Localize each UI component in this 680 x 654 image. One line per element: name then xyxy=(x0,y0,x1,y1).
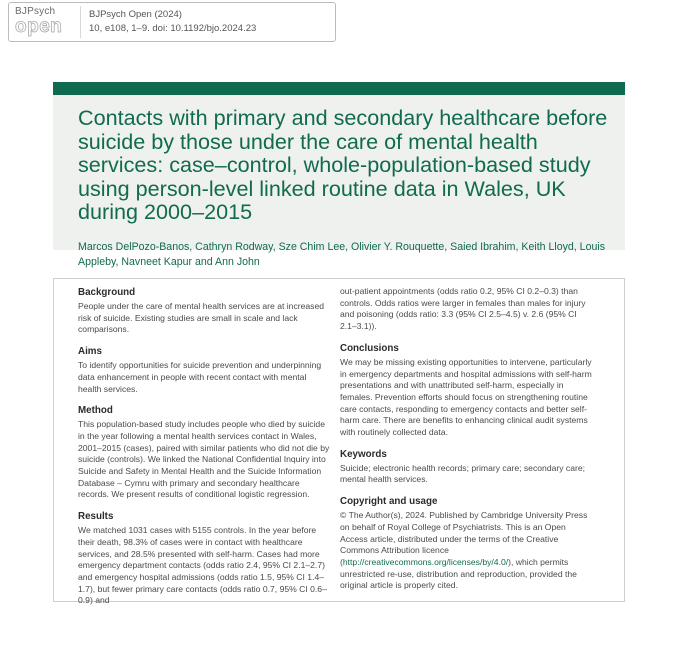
citation-info xyxy=(89,8,256,36)
copyright-text-after-link: ), which permits unrestricted re-use, distribution and reproduction, provided the original article is properly cited. xyxy=(340,556,577,591)
results-text: We matched 1031 cases with 5155 controls. In the year before their death, 98.3% of cases were in contact with healthcare services, and 28.5% presented with self-harm. Cases had more emergency department contacts (odds ratio 2.4, 95% CI 2.1–2.7) and emergency hospital admissions (odds ratio 1.5, 95% CI 1.4–1.7), but fewer primary care contacts (odds ratio 0.7, 95% CI 0.6–0.9) and xyxy=(78,525,327,606)
conclusions-text: We may be missing existing opportunities to intervene, particularly in emergency departments and hospital admissions with self-harm presentations and with unattributed self-harm, especially in females. Prevention efforts should focus on strengthening routine care contacts, responding to emergency contacts and better self-harm care. There are benefits to enhancing clinical audit systems with routinely collected data. xyxy=(340,356,592,438)
keywords-heading: Keywords xyxy=(340,448,387,460)
copyright-text xyxy=(340,510,594,592)
keywords-text: Suicide; electronic health records; primary care; secondary care; mental health services. xyxy=(340,462,586,485)
results-heading: Results xyxy=(78,511,114,523)
article-authors: Marcos DelPozo-Banos, Cathryn Rodway, Sze Chim Lee, Olivier Y. Rouquette, Saied Ibrahim, Keith Lloyd, Louis Appleby, Navneet Kapur and Ann John xyxy=(78,241,606,268)
bjpsych-open-logo xyxy=(15,6,81,38)
article-title: Contacts with primary and secondary healthcare before suicide by those under the care of mental health services: case–control, whole-population-based study using person-level linked routine data in Wales, UK during 2000–2015 xyxy=(78,105,608,225)
citation-journal-year: BJPsych Open (2024) xyxy=(89,9,182,20)
journal-header xyxy=(8,2,336,42)
results-continued-text: out-patient appointments (odds ratio 0.2, 95% CI 0.2–0.3) than controls. Odds ratios were larger in females than males for injury and poisoning (odds ratio: 3.3 (95% CI 2.5–4.5) v. 2.6 (95% CI 2.1–3.1)). xyxy=(340,286,586,332)
aims-heading: Aims xyxy=(78,346,102,358)
background-heading: Background xyxy=(78,287,136,298)
citation-doi: 10, e108, 1–9. doi: 10.1192/bjo.2024.23 xyxy=(89,23,257,34)
abstract-left-column xyxy=(78,286,332,616)
aims-text: To identify opportunities for suicide prevention and underpinning data enhancement in people with recent contact with mental health services. xyxy=(78,360,322,394)
green-banner xyxy=(53,82,625,95)
method-text: This population-based study includes people who died by suicide in the year following a mental health services contact in Wales, 2001–2015 (cases), paired with similar patients who did not die by suicide (controls). We linked the National Confidential Inquiry into Suicide and Safety in Mental Health and the Suicide Information Database – Cymru with primary and secondary healthcare records. We present results of conditional logistic regression. xyxy=(78,419,330,500)
copyright-heading: Copyright and usage xyxy=(340,496,438,508)
method-heading: Method xyxy=(78,405,113,417)
background-text: People under the care of mental health services are at increased risk of suicide. Existing studies are small in scale and lack comparisons. xyxy=(78,301,325,335)
copyright-text-before-link: © The Author(s), 2024. Published by Cambridge University Press on behalf of Royal College of Psychiatrists. This is an Open Access article, distributed under the terms of the Creative Commons Attribution licence ( xyxy=(340,510,588,567)
logo-open-text: open xyxy=(15,16,63,37)
license-link[interactable]: http://creativecommons.org/licenses/by/4.0/ xyxy=(342,556,509,567)
conclusions-heading: Conclusions xyxy=(340,342,399,354)
abstract-right-column xyxy=(340,286,594,601)
logo-bjpsych-text: BJPsych xyxy=(15,6,56,17)
